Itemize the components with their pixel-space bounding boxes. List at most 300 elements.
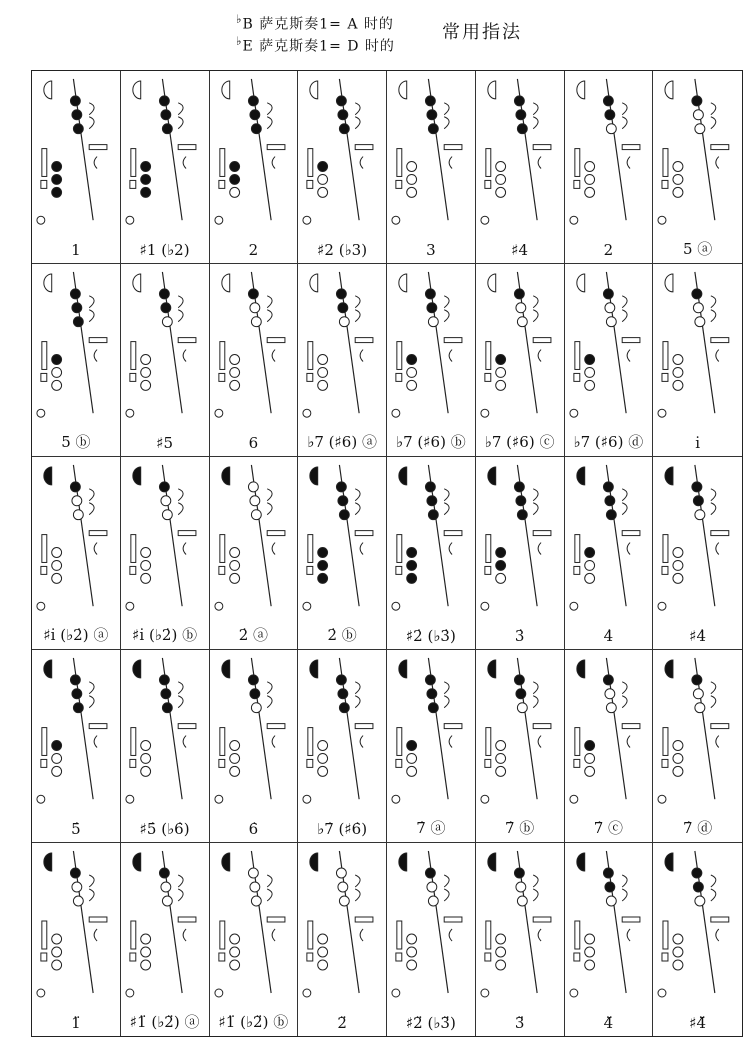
table-keys (42, 535, 47, 563)
palm-keys (178, 296, 183, 322)
fingering-cell (387, 71, 476, 264)
octave-key (399, 81, 407, 99)
lower-stack-key (495, 947, 505, 957)
upper-stack-key (162, 317, 172, 327)
palm-keys (711, 682, 716, 708)
palm-keys (533, 103, 538, 129)
lower-stack-key (229, 380, 239, 390)
lower-stack-key (318, 367, 328, 377)
palm-keys (267, 875, 272, 901)
side-key-arc (716, 543, 719, 555)
fingering-cell (653, 650, 742, 843)
side-key (178, 531, 196, 536)
note-label: ♭7̇ (♯6̇) (317, 820, 368, 838)
saxophone-key-diagram (476, 264, 564, 456)
lower-stack-key (673, 960, 683, 970)
fingering-cell (32, 71, 121, 264)
header-line-1-text: B 萨克斯奏1= A 时的 (242, 16, 394, 33)
side-key-arc (716, 350, 719, 362)
saxophone-key-diagram (121, 843, 209, 1036)
octave-key (310, 467, 318, 485)
upper-stack-key (514, 289, 524, 299)
side-key-arc (716, 157, 719, 169)
thumb-rest (303, 409, 311, 417)
upper-stack-key (159, 868, 169, 878)
fingering-cell (476, 457, 565, 650)
lower-stack-key (495, 162, 505, 172)
low-key (662, 373, 668, 381)
thumb-rest (126, 795, 134, 803)
low-key (396, 759, 402, 767)
fingering-cell (121, 650, 210, 843)
upper-stack-key (72, 496, 82, 506)
upper-stack-key (72, 110, 82, 120)
lower-stack-key (140, 187, 150, 197)
table-keys (397, 728, 402, 756)
upper-stack-key (338, 303, 348, 313)
saxophone-key-diagram (210, 264, 298, 456)
note-label: 7̇ ⓓ (682, 819, 713, 837)
table-keys (397, 149, 402, 177)
octave-key (665, 660, 673, 678)
palm-keys (267, 489, 272, 515)
side-key-arc (94, 543, 97, 555)
lower-stack-key (584, 741, 594, 751)
upper-stack-key (251, 703, 261, 713)
fingering-cell (565, 843, 654, 1036)
upper-stack-key (70, 675, 80, 685)
upper-stack-key (427, 303, 437, 313)
fingering-cell (121, 71, 210, 264)
side-key (711, 917, 729, 922)
saxophone-key-diagram (653, 264, 742, 456)
upper-stack-key (72, 882, 82, 892)
table-keys (308, 342, 313, 370)
table-keys (219, 921, 224, 949)
upper-stack-key (340, 510, 350, 520)
lower-stack-key (52, 766, 62, 776)
lower-stack-key (495, 174, 505, 184)
lower-stack-key (229, 934, 239, 944)
octave-key (310, 853, 318, 871)
upper-stack-key (73, 896, 83, 906)
upper-stack-key (72, 689, 82, 699)
lower-stack-key (584, 753, 594, 763)
side-key (711, 531, 729, 536)
lower-stack-key (673, 548, 683, 558)
lower-stack-key (229, 367, 239, 377)
side-key (267, 917, 285, 922)
fingering-cell (298, 264, 387, 457)
palm-keys (622, 875, 627, 901)
side-key-arc (538, 736, 541, 748)
upper-stack-key (517, 124, 527, 134)
lower-stack-key (584, 174, 594, 184)
side-key-arc (716, 929, 719, 941)
lower-stack-key (407, 548, 417, 558)
lower-stack-key (140, 741, 150, 751)
side-key-arc (449, 929, 452, 941)
saxophone-key-diagram (121, 71, 209, 263)
side-key (533, 531, 551, 536)
octave-key (576, 660, 584, 678)
side-key (355, 917, 373, 922)
fingering-cell (565, 457, 654, 650)
low-key (573, 566, 579, 574)
lower-stack-key (318, 560, 328, 570)
lower-stack-key (407, 741, 417, 751)
lower-stack-key (407, 573, 417, 583)
upper-stack-key (603, 96, 613, 106)
lower-stack-key (52, 162, 62, 172)
thumb-rest (481, 989, 489, 997)
saxophone-key-diagram (387, 457, 475, 649)
palm-keys (622, 682, 627, 708)
side-key (178, 338, 196, 343)
lower-stack-key (318, 187, 328, 197)
upper-stack-key (70, 289, 80, 299)
octave-key (44, 81, 52, 99)
lower-stack-key (584, 367, 594, 377)
table-keys (574, 149, 579, 177)
side-key (355, 338, 373, 343)
upper-stack-key (692, 96, 702, 106)
upper-stack-key (340, 124, 350, 134)
upper-stack-key (695, 510, 705, 520)
saxophone-key-diagram (121, 264, 209, 456)
upper-stack-key (337, 868, 347, 878)
upper-stack-key (340, 896, 350, 906)
saxophone-key-diagram (476, 71, 564, 263)
saxophone-key-diagram (298, 71, 386, 263)
fingering-cell (476, 650, 565, 843)
low-key (307, 566, 313, 574)
flat-sign: ♭ (236, 34, 243, 48)
note-label: 5 ⓑ (61, 433, 91, 451)
table-keys (574, 535, 579, 563)
lower-stack-key (407, 960, 417, 970)
upper-stack-key (604, 303, 614, 313)
palm-keys (533, 296, 538, 322)
upper-stack-key (692, 675, 702, 685)
header-line-2 (236, 34, 395, 56)
upper-stack-key (694, 303, 704, 313)
lower-stack-key (407, 367, 417, 377)
upper-stack-key (248, 868, 258, 878)
side-key (267, 338, 285, 343)
note-label: 6 (248, 434, 259, 452)
upper-stack-key (159, 675, 169, 685)
low-key (218, 759, 224, 767)
thumb-rest (569, 795, 577, 803)
palm-keys (711, 296, 716, 322)
note-label: ♯4̈ (689, 1014, 707, 1032)
octave-key (221, 274, 229, 292)
upper-stack-key (161, 689, 171, 699)
table-keys (486, 342, 491, 370)
lower-stack-key (318, 960, 328, 970)
side-key-arc (272, 350, 275, 362)
upper-stack-key (516, 882, 526, 892)
thumb-rest (214, 795, 222, 803)
lower-stack-key (673, 162, 683, 172)
thumb-rest (37, 989, 45, 997)
upper-stack-key (249, 110, 259, 120)
lower-stack-key (495, 367, 505, 377)
upper-stack-key (428, 124, 438, 134)
upper-stack-key (70, 482, 80, 492)
lower-stack-key (52, 187, 62, 197)
lower-stack-key (584, 187, 594, 197)
lower-stack-key (495, 187, 505, 197)
saxophone-key-diagram (653, 457, 742, 649)
palm-keys (267, 296, 272, 322)
lower-stack-key (673, 947, 683, 957)
table-keys (486, 728, 491, 756)
upper-stack-key (695, 703, 705, 713)
upper-stack-key (159, 289, 169, 299)
low-key (130, 373, 136, 381)
low-key (307, 759, 313, 767)
lower-stack-key (52, 960, 62, 970)
palm-keys (89, 489, 94, 515)
lower-stack-key (673, 367, 683, 377)
thumb-rest (126, 989, 134, 997)
note-label: 5̇ (71, 820, 81, 838)
table-keys (219, 342, 224, 370)
saxophone-key-diagram (565, 843, 653, 1036)
upper-stack-key (337, 96, 347, 106)
low-key (396, 180, 402, 188)
low-key (485, 566, 491, 574)
saxophone-key-diagram (565, 650, 653, 842)
lower-stack-key (229, 548, 239, 558)
low-key (218, 373, 224, 381)
lower-stack-key (407, 560, 417, 570)
octave-key (44, 274, 52, 292)
note-label: ♯5 (156, 434, 174, 452)
lower-stack-key (584, 162, 594, 172)
side-key-arc (183, 350, 186, 362)
upper-stack-key (516, 689, 526, 699)
side-key (267, 145, 285, 150)
fingering-cell (387, 650, 476, 843)
lower-stack-key (673, 560, 683, 570)
side-key (89, 145, 107, 150)
upper-stack-key (427, 110, 437, 120)
saxophone-key-diagram (298, 843, 386, 1036)
upper-stack-key (161, 303, 171, 313)
low-key (573, 759, 579, 767)
lower-stack-key (140, 367, 150, 377)
upper-stack-key (251, 317, 261, 327)
note-label: 2 (248, 241, 259, 259)
lower-stack-key (495, 766, 505, 776)
lower-stack-key (52, 367, 62, 377)
upper-stack-key (251, 896, 261, 906)
side-key-arc (183, 157, 186, 169)
palm-keys (355, 489, 360, 515)
note-label: 2̈ (337, 1014, 347, 1032)
side-key (533, 724, 551, 729)
fingering-cell (565, 71, 654, 264)
upper-stack-key (603, 482, 613, 492)
table-keys (308, 535, 313, 563)
side-key-arc (627, 736, 630, 748)
fingering-cell (298, 457, 387, 650)
lower-stack-key (229, 766, 239, 776)
low-key (130, 566, 136, 574)
lower-stack-key (140, 947, 150, 957)
upper-stack-key (428, 510, 438, 520)
side-key (444, 145, 462, 150)
upper-stack-key (695, 124, 705, 134)
side-key (533, 145, 551, 150)
note-label: i̇ (695, 434, 701, 452)
upper-stack-key (692, 289, 702, 299)
lower-stack-key (140, 174, 150, 184)
lower-stack-key (229, 960, 239, 970)
lower-stack-key (318, 766, 328, 776)
side-key (178, 145, 196, 150)
palm-keys (355, 103, 360, 129)
lower-stack-key (407, 174, 417, 184)
table-keys (397, 921, 402, 949)
thumb-rest (303, 989, 311, 997)
lower-stack-key (140, 753, 150, 763)
lower-stack-key (495, 741, 505, 751)
side-key-arc (183, 929, 186, 941)
thumb-rest (569, 989, 577, 997)
saxophone-key-diagram (210, 650, 298, 842)
thumb-rest (214, 409, 222, 417)
palm-keys (267, 103, 272, 129)
saxophone-key-diagram (653, 650, 742, 842)
octave-key (488, 274, 496, 292)
side-key-arc (272, 929, 275, 941)
upper-stack-key (514, 482, 524, 492)
header-line-1 (236, 12, 394, 34)
thumb-rest (658, 989, 666, 997)
lower-stack-key (407, 162, 417, 172)
octave-key (221, 467, 229, 485)
lower-stack-key (673, 741, 683, 751)
side-key (711, 145, 729, 150)
lower-stack-key (229, 174, 239, 184)
side-key (622, 917, 640, 922)
note-label: 4̈ (603, 1014, 614, 1032)
low-key (307, 180, 313, 188)
lower-stack-key (495, 548, 505, 558)
upper-stack-key (695, 317, 705, 327)
thumb-rest (126, 409, 134, 417)
side-key (622, 338, 640, 343)
low-key (662, 759, 668, 767)
side-key (711, 338, 729, 343)
low-key (41, 566, 47, 574)
table-keys (574, 728, 579, 756)
upper-stack-key (604, 882, 614, 892)
side-key (533, 338, 551, 343)
upper-stack-key (73, 317, 83, 327)
lower-stack-key (495, 573, 505, 583)
fingering-cell (210, 650, 299, 843)
upper-stack-key (425, 868, 435, 878)
table-keys (397, 535, 402, 563)
upper-stack-key (606, 124, 616, 134)
lower-stack-key (52, 753, 62, 763)
thumb-rest (569, 602, 577, 610)
thumb-rest (126, 216, 134, 224)
lower-stack-key (673, 174, 683, 184)
lower-stack-key (318, 753, 328, 763)
fingering-cell (210, 843, 299, 1036)
side-key (533, 917, 551, 922)
table-keys (663, 535, 668, 563)
fingering-cell (476, 71, 565, 264)
upper-stack-key (694, 689, 704, 699)
thumb-rest (37, 409, 45, 417)
palm-keys (355, 682, 360, 708)
lower-stack-key (584, 947, 594, 957)
saxophone-key-diagram (121, 650, 209, 842)
octave-key (399, 274, 407, 292)
upper-stack-key (73, 510, 83, 520)
low-key (41, 953, 47, 961)
low-key (573, 180, 579, 188)
palm-keys (444, 875, 449, 901)
lower-stack-key (584, 960, 594, 970)
octave-key (665, 853, 673, 871)
note-label: 2̇ ⓐ (238, 626, 269, 644)
palm-keys (711, 103, 716, 129)
side-key-arc (627, 157, 630, 169)
side-key (444, 531, 462, 536)
upper-stack-key (516, 110, 526, 120)
saxophone-key-diagram (565, 264, 653, 456)
upper-stack-key (427, 882, 437, 892)
upper-stack-key (72, 303, 82, 313)
octave-key (488, 467, 496, 485)
saxophone-key-diagram (32, 71, 120, 263)
thumb-rest (214, 216, 222, 224)
upper-stack-key (159, 482, 169, 492)
octave-key (44, 467, 52, 485)
upper-stack-key (340, 703, 350, 713)
lower-stack-key (584, 573, 594, 583)
palm-keys (89, 682, 94, 708)
low-key (41, 180, 47, 188)
upper-stack-key (248, 96, 258, 106)
palm-keys (622, 103, 627, 129)
lower-stack-key (318, 934, 328, 944)
saxophone-key-diagram (32, 457, 120, 649)
side-key-arc (360, 157, 363, 169)
lower-stack-key (495, 960, 505, 970)
fingering-cell (565, 650, 654, 843)
note-label: ♯2 (♭3) (317, 241, 368, 259)
palm-keys (267, 682, 272, 708)
thumb-rest (392, 602, 400, 610)
upper-stack-key (428, 317, 438, 327)
side-key-arc (449, 350, 452, 362)
note-label: ♯i̇ (♭2̇) ⓐ (43, 626, 109, 644)
note-label: ♯5̇ (♭6̇) (139, 820, 190, 838)
palm-keys (711, 875, 716, 901)
saxophone-key-diagram (476, 650, 564, 842)
thumb-rest (392, 795, 400, 803)
side-key-arc (183, 736, 186, 748)
